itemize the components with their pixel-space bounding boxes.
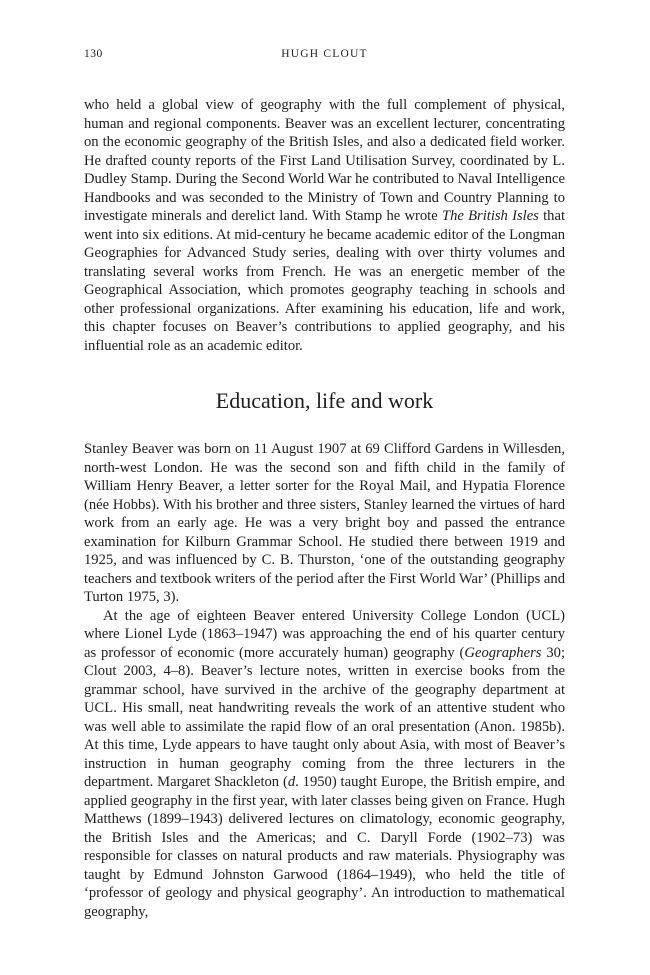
section-heading: Education, life and work: [215, 388, 434, 413]
ucl-text-part-2: 30; Clout 2003, 4–8). Beaver’s lecture notes, written in exercise books from the grammar school, have survived in the archive of the geography department at UCL. His small, neat handwriting reveals the work of an attentive student who was well able to assimilate the rapid flow of an oral presentation (Anon. 1985b). At this time, Lyde appears to have taught only about Asia, with most of Beaver’s instruction in human geography coming from the three lecturers in the department. Margaret Shackleton (: [84, 644, 566, 790]
section-body: [84, 440, 565, 921]
running-head: [84, 48, 565, 64]
intro-text-part-2: that went into six editions. At mid-century he became academic editor of the Longman Geographies for Advanced Study series, dealing with over thirty volumes and translating several works from French. He was an energetic member of the Geographical Association, which promotes geography teaching in schools and other professional organizations. After examining his education, life and work, this chapter focuses on Beaver’s contributions to applied geography, and his influential role as an academic editor.: [84, 208, 565, 354]
page-number: 130: [84, 48, 103, 60]
died-abbrev-italic: d: [287, 774, 296, 790]
paragraph-birth: [84, 440, 565, 607]
ucl-text-part-3: . 1950) taught Europe, the British empire, and applied geography in the first year, with later classes being given on France. Hugh Matthews (1899–1943) delivered lectures on climatology, economic geography, the British Isles and the Americas; and C. Daryll Forde (1902–73) was responsible for classes on natural products and raw materials. Physiography was taught by Edmund Johnston Garwood (1864–1949), who held the title of ‘professor of geology and physical geography’. An introduction to mathematical geography,: [84, 774, 565, 920]
intro-paragraph: [84, 96, 565, 355]
birth-text: Stanley Beaver was born on 11 August 1907 at 69 Clifford Gardens in Willesden, north-west London. He was the second son and fifth child in the family of William Henry Beaver, a letter sorter for the Royal Mail, and Hypatia Florence (née Hobbs). With his brother and three sisters, Stanley learned the virtues of hard work from an early age. He was a very bright boy and passed the entrance examination for Kilburn Grammar School. He studied there between 1919 and 1925, and was influenced by C. B. Thurston, ‘one of the outstanding geography teachers and textbook writers of the period after the First World War’ (Phillips and Turton 1975, 3).: [84, 441, 565, 605]
running-title: HUGH CLOUT: [281, 48, 368, 60]
geographers-italic: Geographers: [464, 644, 542, 661]
intro-paragraph-block: [84, 96, 565, 355]
paragraph-ucl: [84, 607, 565, 922]
book-title-italic: The British Isles: [441, 208, 539, 224]
ucl-text-part-1: At the age of eighteen Beaver entered University College London (UCL) where Lionel Lyde (1863–1947) was approaching the end of his quarter century as professor of economic (more accurately human) geography (: [84, 607, 565, 661]
intro-text-part-1: who held a global view of geography with the full complement of physical, human and regional components. Beaver was an excellent lecturer, concentrating on the economic geography of the British Isles, and also a dedicated field worker. He drafted county reports of the First Land Utilisation Survey, coordinated by L. Dudley Stamp. During the Second World War he contributed to Naval Intelligence Handbooks and was seconded to the Ministry of Town and Country Planning to investigate minerals and derelict land. With Stamp he wrote: [84, 97, 566, 224]
